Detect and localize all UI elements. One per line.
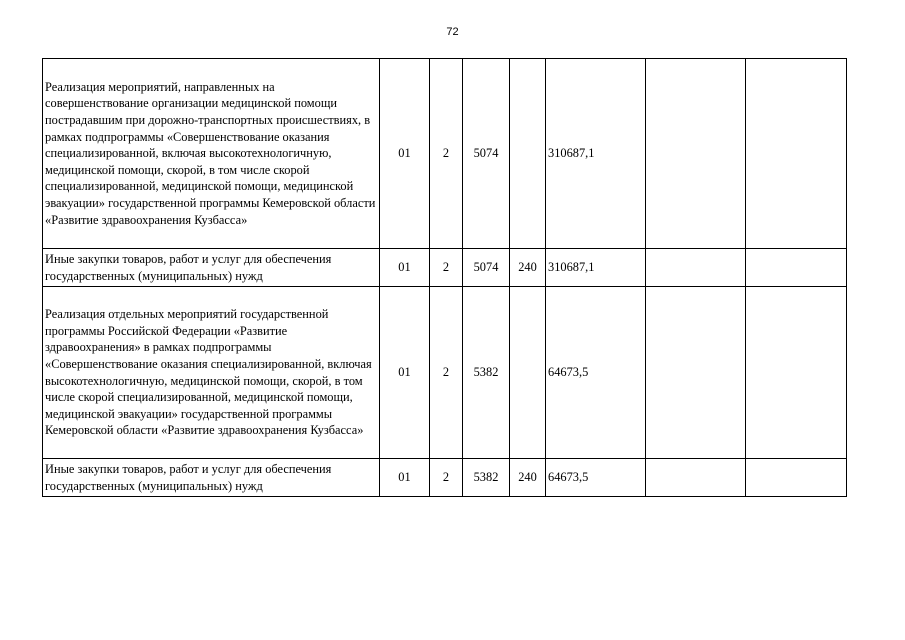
section-cell: 01 xyxy=(380,59,430,249)
expense-type-cell: 240 xyxy=(510,459,546,497)
budget-table xyxy=(42,58,847,497)
empty-cell xyxy=(646,59,746,249)
section-cell: 01 xyxy=(380,249,430,287)
row-name-cell: Реализация мероприятий, направленных на совершенствование организации медицинской помощи пострадавшим при дорожно-транспортных происшествиях, в рамках подпрограммы «Совершенствование оказания специализированной, включая высокотехнологичную, медицинской помощи, скорой, в том числе скорой специализированной, медицинской помощи, медицинской эвакуации» государственной программы Кемеровской области «Развитие здравоохранения Кузбасса» xyxy=(43,59,380,249)
empty-cell xyxy=(646,249,746,287)
row-name-cell: Реализация отдельных мероприятий государственной программы Российской Федерации «Развитие здравоохранения» в рамках подпрограммы «Совершенствование оказания специализированной, включая высокотехнологичную, медицинской помощи, скорой, в том числе скорой специализированной, медицинской помощи, медицинской эвакуации» государственной программы Кемеровской области «Развитие здравоохранения Кузбасса» xyxy=(43,287,380,459)
amount-cell: 310687,1 xyxy=(546,249,646,287)
subsection-cell: 2 xyxy=(430,287,463,459)
amount-cell: 64673,5 xyxy=(546,287,646,459)
empty-cell xyxy=(746,459,847,497)
target-article-cell: 5382 xyxy=(463,287,510,459)
expense-type-cell xyxy=(510,59,546,249)
empty-cell xyxy=(746,249,847,287)
empty-cell xyxy=(746,287,847,459)
page-number: 72 xyxy=(446,26,459,38)
expense-type-cell xyxy=(510,287,546,459)
row-name-cell: Иные закупки товаров, работ и услуг для обеспечения государственных (муниципальных) нужд xyxy=(43,249,380,287)
expense-type-cell: 240 xyxy=(510,249,546,287)
amount-cell: 64673,5 xyxy=(546,459,646,497)
subsection-cell: 2 xyxy=(430,59,463,249)
subsection-cell: 2 xyxy=(430,249,463,287)
subsection-cell: 2 xyxy=(430,459,463,497)
section-cell: 01 xyxy=(380,287,430,459)
empty-cell xyxy=(646,287,746,459)
target-article-cell: 5074 xyxy=(463,249,510,287)
table-row xyxy=(43,287,847,459)
empty-cell xyxy=(646,459,746,497)
target-article-cell: 5074 xyxy=(463,59,510,249)
empty-cell xyxy=(746,59,847,249)
amount-cell: 310687,1 xyxy=(546,59,646,249)
table-row xyxy=(43,59,847,249)
row-name-cell: Иные закупки товаров, работ и услуг для обеспечения государственных (муниципальных) нужд xyxy=(43,459,380,497)
section-cell: 01 xyxy=(380,459,430,497)
table-row xyxy=(43,249,847,287)
target-article-cell: 5382 xyxy=(463,459,510,497)
table-row xyxy=(43,459,847,497)
